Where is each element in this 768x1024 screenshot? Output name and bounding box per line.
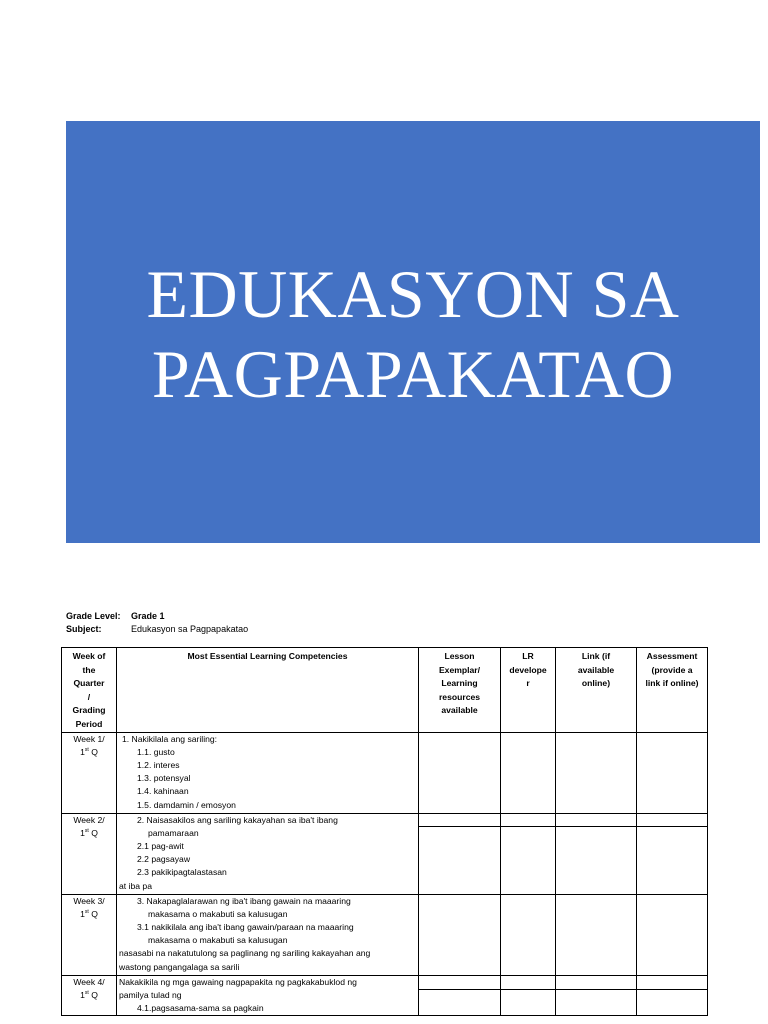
lr-cell (501, 975, 556, 1016)
table-row (62, 813, 708, 894)
grade-level-label: Grade Level: (66, 611, 121, 621)
lr-cell (501, 813, 556, 894)
assessment-cell (637, 813, 708, 894)
lesson-cell (419, 732, 501, 813)
lesson-cell (419, 894, 501, 975)
header-lesson-exemplar: Lesson Exemplar/ Learning resources available (419, 648, 501, 733)
grade-level-value: Grade 1 (131, 611, 165, 621)
week-cell: Week 3/ 1st Q (62, 894, 117, 975)
cover-title-line2: PAGPAPAKATAO (151, 336, 675, 412)
competencies-table (61, 647, 708, 1016)
cover-banner (66, 121, 760, 543)
assessment-cell (637, 975, 708, 1016)
week-cell: Week 1/ 1st Q (62, 732, 117, 813)
week-cell: Week 4/ 1st Q (62, 975, 117, 1016)
cover-title-line1: EDUKASYON SA (146, 256, 680, 332)
table-header-row (62, 648, 708, 733)
subject-value: Edukasyon sa Pagpapakatao (131, 624, 249, 634)
table-row (62, 975, 708, 1016)
header-link: Link (if available online) (556, 648, 637, 733)
assessment-cell (637, 894, 708, 975)
lr-cell (501, 894, 556, 975)
competency-cell: 3. Nakapaglalarawan ng iba't ibang gawain na maaaring makasama o makabuti sa kalusugan 3.1 nakikilala ang iba't ibang gawain/paraan na maaaring makasama o makabuti sa kalusugan nasasabi na nakatutulong sa paglinang ng sariling kakayahan ang wastong pangangalaga sa sarili (117, 894, 419, 975)
week-cell: Week 2/ 1st Q (62, 813, 117, 894)
lesson-cell (419, 813, 501, 894)
link-cell (556, 732, 637, 813)
link-cell (556, 813, 637, 894)
table-row (62, 894, 708, 975)
competency-cell: 1. Nakikilala ang sariling: 1.1. gusto 1.2. interes 1.3. potensyal 1.4. kahinaan 1.5. damdamin / emosyon (117, 732, 419, 813)
header-assessment: Assessment (provide a link if online) (637, 648, 708, 733)
header-competencies: Most Essential Learning Competencies (117, 648, 419, 733)
header-lr-developer: LR develope r (501, 648, 556, 733)
competency-cell: Nakakikila ng mga gawaing nagpapakita ng pagkakabuklod ng pamilya tulad ng 4.1.pagsasama-sama sa pagkain (117, 975, 419, 1016)
header-week: Week of the Quarter / Grading Period (62, 648, 117, 733)
assessment-cell (637, 732, 708, 813)
lesson-cell (419, 975, 501, 1016)
cover-title (66, 254, 760, 414)
table-row (62, 732, 708, 813)
link-cell (556, 894, 637, 975)
lr-cell (501, 732, 556, 813)
link-cell (556, 975, 637, 1016)
competency-cell: 2. Naisasakilos ang sariling kakayahan sa iba't ibang pamamaraan 2.1 pag-awit 2.2 pagsayaw 2.3 pakikipagtalastasan at iba pa (117, 813, 419, 894)
subject-label: Subject: (66, 624, 102, 634)
